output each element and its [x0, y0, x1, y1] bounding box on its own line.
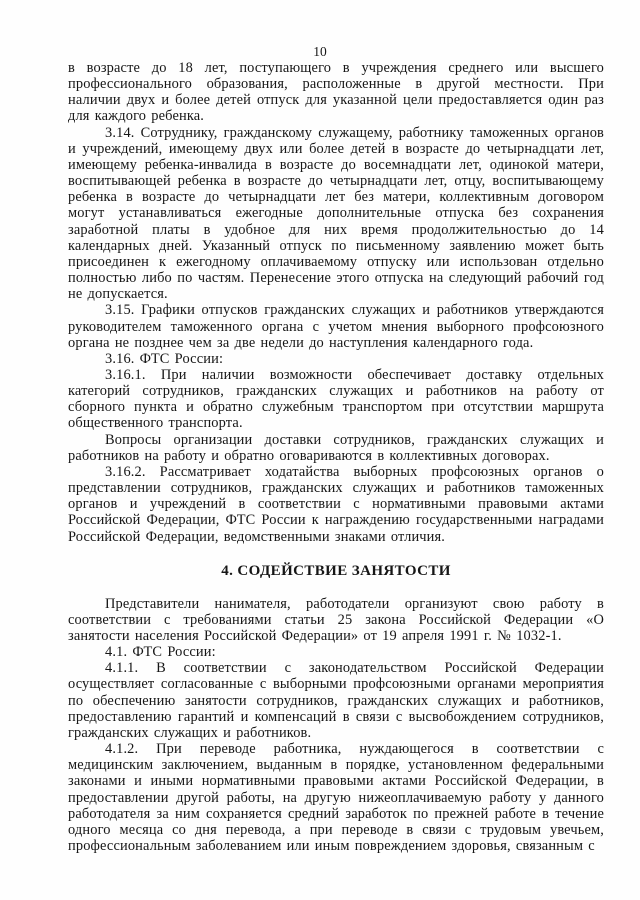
paragraph-4-1-1: 4.1.1. В соответствии с законодательством Российской Федерации осуществляет согласованные с выборными профсоюзными органами мероприятия по обеспечению занятости сотрудников, гражданских служащих и работников, предоставлению гарантий и компенсаций в связи с высвобождением сотрудников, гражданских служащих и работников.	[68, 660, 604, 741]
paragraph-3-16-1: 3.16.1. При наличии возможности обеспечивает доставку отдельных категорий сотрудников, гражданских служащих и работников на работу от сборного пункта и обратно служебным транспортом при отсутствии маршрута общественного транспорта.	[68, 366, 604, 432]
paragraph-3-15: 3.15. Графики отпусков гражданских служащих и работников утверждаются руководителем таможенного органа с учетом мнения выборного профсоюзного органа не позднее чем за две недели до наступления календарного года.	[68, 302, 604, 351]
paragraph-collective-agreements: Вопросы организации доставки сотрудников, гражданских служащих и работников на работу и обратно оговариваются в коллективных договорах.	[68, 431, 604, 464]
document-body	[68, 60, 604, 854]
paragraph-employment-intro: Представители нанимателя, работодатели организуют свою работу в соответствии с требованиями статьи 25 закона Российской Федерации «О занятости населения Российской Федерации» от 19 апреля 1991 г. № 1032-1.	[68, 595, 604, 644]
paragraph-continuation: в возрасте до 18 лет, поступающего в учреждения среднего или высшего профессионального образования, расположенные в другой местности. При наличии двух и более детей отпуск для указанной цели предоставляется один раз для каждого ребенка.	[68, 60, 604, 125]
paragraph-3-16-2: 3.16.2. Рассматривает ходатайства выборных профсоюзных органов о представлении сотрудников, гражданских служащих и работников таможенных органов и учреждений в соответствии с нормативными правовыми актами Российской Федерации, ФТС России к награждению государственными наградами Российской Федерации, ведомственными знаками отличия.	[68, 463, 604, 545]
paragraph-4-1-2: 4.1.2. При переводе работника, нуждающегося в соответствии с медицинским заключением, выданным в порядке, установленном федеральными законами и иными нормативными правовыми актами Российской Федерации, в предоставлении другой работы, на другую нижеоплачиваемую работу у данного работодателя за ним сохраняется средний заработок по прежней работе в течение одного месяца со дня перевода, а при переводе в связи с трудовым увечьем, профессиональным заболеванием или иным повреждением здоровья, связанным с	[68, 741, 604, 855]
section-heading-employment: 4. СОДЕЙСТВИЕ ЗАНЯТОСТИ	[221, 562, 451, 579]
paragraph-3-16: 3.16. ФТС России:	[105, 350, 224, 367]
paragraph-4-1: 4.1. ФТС России:	[105, 644, 216, 661]
paragraph-3-14: 3.14. Сотруднику, гражданскому служащему, работнику таможенных органов и учреждений, имеющему двух или более детей в возрасте до четырнадцати лет, имеющему ребенка-инвалида в возрасте до восемнадцати лет, одинокой матери, воспитывающей ребенка в возрасте до четырнадцати лет, отцу, воспитывающему ребенка в возрасте до четырнадцати лет без матери, коллективным договором могут устанавливаться ежегодные дополнительные отпуска без сохранения заработной платы в удобное для них время продолжительностью до 14 календарных дней. Указанный отпуск по письменному заявлению может быть присоединен к ежегодному оплачиваемому отпуску или использован отдельно полностью либо по частям. Перенесение этого отпуска на следующий рабочий год не допускается.	[68, 124, 604, 303]
page-number: 10	[313, 44, 327, 59]
